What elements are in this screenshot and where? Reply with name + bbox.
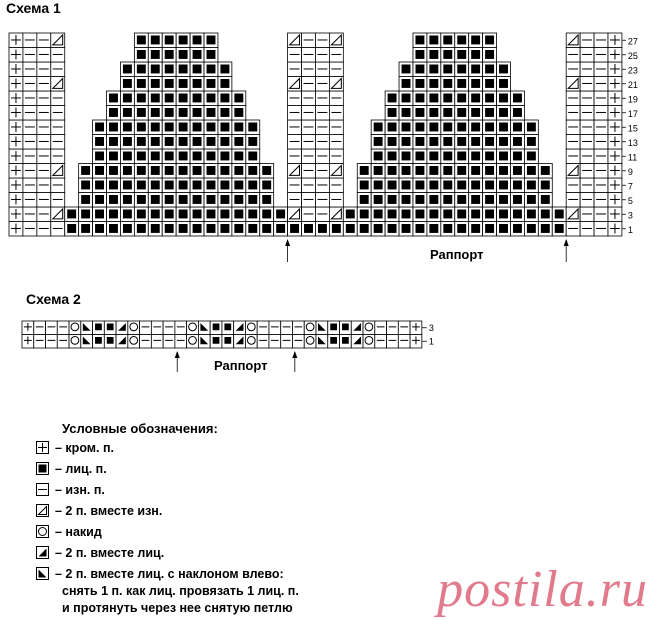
chart-cell [387, 335, 399, 349]
legend-item [36, 440, 114, 457]
row-number: 3 [428, 322, 434, 333]
plus-symbol-icon [36, 441, 49, 454]
chart-cell [175, 321, 187, 335]
legend-text: – изн. п. [55, 483, 105, 497]
row-number: 1 [428, 336, 434, 347]
row-number: 1 [627, 224, 633, 235]
row-number: 17 [627, 108, 638, 119]
chart-cell [151, 321, 163, 335]
knit-stitch [107, 324, 114, 331]
chart-cell [57, 321, 69, 335]
knit-stitch [330, 324, 337, 331]
knit-stitch [107, 337, 114, 344]
knit-stitch [224, 337, 231, 344]
row-number: 3 [627, 210, 633, 221]
legend-item [36, 482, 105, 499]
knit-stitch [95, 324, 102, 331]
circle-symbol-icon [36, 525, 49, 538]
knit-stitch [342, 337, 349, 344]
chart-cell [140, 335, 152, 349]
knit-stitch [224, 324, 231, 331]
legend-text: – кром. п. [55, 441, 115, 455]
rapport-arrowhead [292, 351, 297, 358]
legend-text: – 2 п. вместе лиц. с наклоном влево: [55, 567, 284, 581]
chart-cell [175, 335, 187, 349]
chart-cell [398, 321, 410, 335]
chart-cell [151, 335, 163, 349]
scheme2-rapport-label: Раппорт [214, 358, 268, 373]
row-number: 21 [627, 79, 638, 90]
scheme2-title: Схема 2 [26, 291, 81, 307]
legend-extra-line: и протянуть через нее снятую петлю [62, 601, 293, 615]
legend-item [36, 524, 102, 541]
chart-cell [163, 321, 175, 335]
legend-text: – 2 п. вместе лиц. [55, 546, 165, 560]
chart-cell [292, 335, 304, 349]
scheme1-title: Схема 1 [6, 0, 61, 16]
legend-extra-line: снять 1 п. как лиц. провязать 1 лиц. п. [62, 584, 299, 598]
chart-cell [375, 321, 387, 335]
chart-cell [34, 335, 46, 349]
chart-cell [57, 335, 69, 349]
row-number: 25 [627, 50, 638, 61]
chart-cell [46, 321, 58, 335]
legend-title: Условные обозначения: [62, 421, 218, 436]
rapport-arrowhead [175, 351, 180, 358]
knit-stitch [330, 337, 337, 344]
chart-cell [257, 335, 269, 349]
chart-cell [34, 321, 46, 335]
chart-cell [269, 321, 281, 335]
legend-item [36, 461, 107, 478]
row-number: 23 [627, 65, 638, 76]
knit-stitch [213, 324, 220, 331]
knit-stitch [342, 324, 349, 331]
legend-text: – 2 п. вместе изн. [55, 504, 163, 518]
chart-cell [269, 335, 281, 349]
row-number: 27 [627, 36, 638, 47]
chart-cell [281, 321, 293, 335]
row-number: 19 [627, 94, 638, 105]
left-triangle-icon [36, 567, 49, 580]
watermark-logo: postila.ru [437, 561, 648, 618]
row-number: 9 [627, 166, 633, 177]
legend-item [36, 503, 162, 520]
chart-cell [292, 321, 304, 335]
legend-text: – накид [55, 525, 102, 539]
chart-cell [281, 335, 293, 349]
row-number: 7 [627, 181, 633, 192]
filled-square-icon [36, 462, 49, 475]
right-triangle-icon [36, 546, 49, 559]
chart-cell [140, 321, 152, 335]
knit-stitch [95, 337, 102, 344]
row-number: 13 [627, 137, 638, 148]
chart-cell [398, 335, 410, 349]
legend-text: – лиц. п. [55, 462, 107, 476]
row-number: 5 [627, 195, 633, 206]
chart-cell [387, 321, 399, 335]
legend-item [36, 545, 164, 562]
knit-stitch [213, 337, 220, 344]
chart-cell [46, 335, 58, 349]
dash-symbol-icon [36, 483, 49, 496]
chart-cell [375, 335, 387, 349]
purl-triangle-icon [36, 504, 49, 517]
row-number: 15 [627, 123, 638, 134]
legend-item [36, 566, 284, 583]
scheme1-rapport-label: Раппорт [430, 247, 484, 262]
chart-cell [257, 321, 269, 335]
chart-cell [163, 335, 175, 349]
row-number: 11 [627, 152, 638, 163]
